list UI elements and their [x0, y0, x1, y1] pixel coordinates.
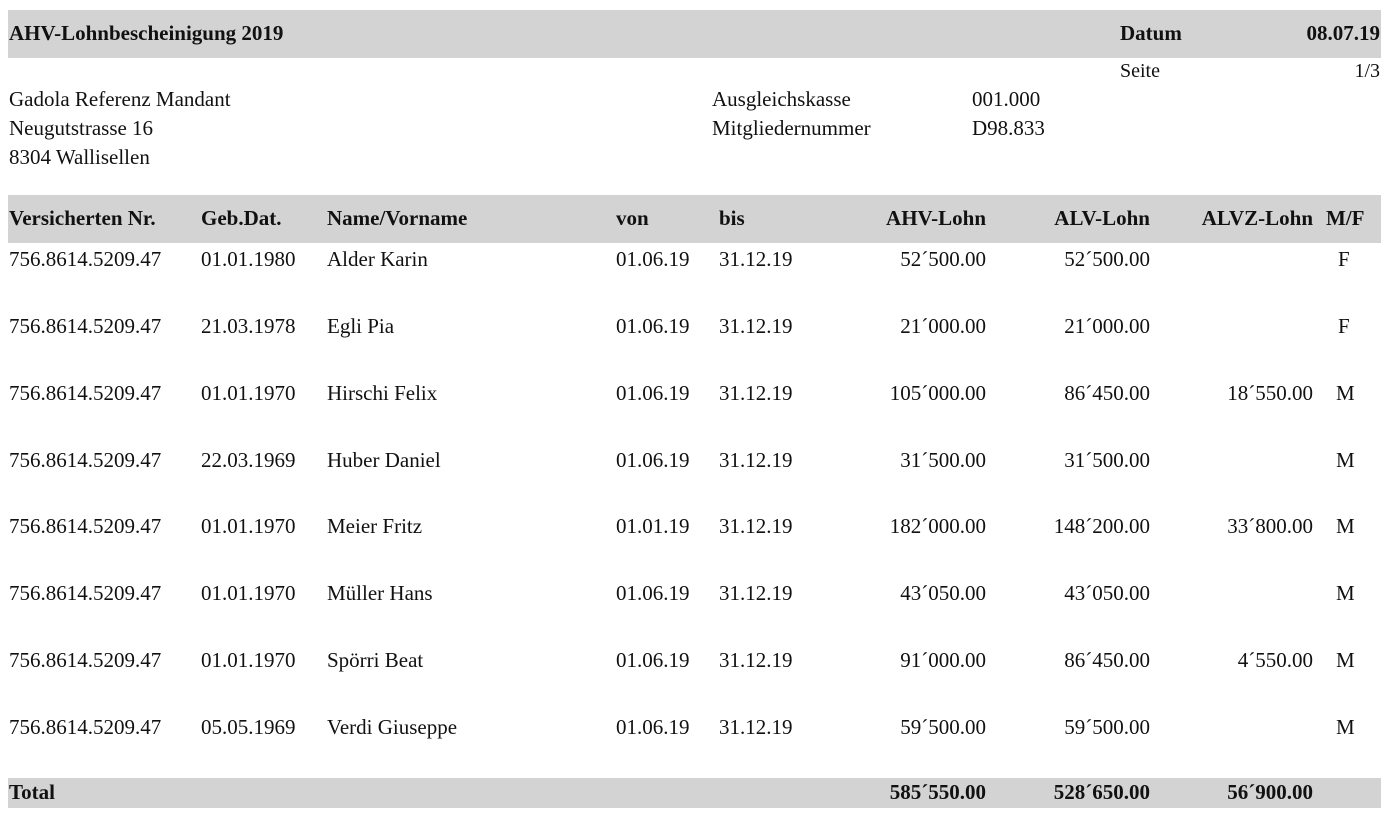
cell-versicherten-nr: 756.8614.5209.47	[9, 581, 162, 605]
report-title: AHV-Lohnbescheinigung 2019	[9, 21, 284, 45]
cell-name: Egli Pia	[327, 314, 395, 338]
cell-geb-dat: 22.03.1969	[201, 448, 296, 472]
cell-geb-dat: 21.03.1978	[201, 314, 296, 338]
cell-versicherten-nr: 756.8614.5209.47	[9, 448, 162, 472]
cell-geb-dat: 01.01.1980	[201, 247, 296, 271]
cell-alvz-lohn: 33´800.00	[1227, 514, 1313, 538]
table-row	[0, 448, 1389, 515]
cell-alv-lohn: 148´200.00	[1053, 514, 1150, 538]
cell-ahv-lohn: 21´000.00	[900, 314, 986, 338]
cell-bis: 31.12.19	[719, 514, 793, 538]
cell-alv-lohn: 86´450.00	[1064, 381, 1150, 405]
cell-mf: F	[1338, 247, 1350, 271]
header-bis: bis	[719, 206, 745, 230]
cell-versicherten-nr: 756.8614.5209.47	[9, 314, 162, 338]
cell-mf: M	[1336, 648, 1355, 672]
cell-ahv-lohn: 182´000.00	[889, 514, 986, 538]
header-versicherten-nr: Versicherten Nr.	[9, 206, 156, 230]
cell-alvz-lohn: 18´550.00	[1227, 381, 1313, 405]
mitgliedernummer-value: D98.833	[972, 116, 1045, 140]
table-row	[0, 715, 1389, 775]
table-row	[0, 381, 1389, 448]
cell-von: 01.06.19	[616, 247, 690, 271]
header-mf: M/F	[1326, 206, 1365, 230]
cell-bis: 31.12.19	[719, 314, 793, 338]
cell-alv-lohn: 31´500.00	[1064, 448, 1150, 472]
total-ahv-lohn: 585´550.00	[889, 780, 986, 804]
date-label: Datum	[1120, 21, 1182, 45]
cell-ahv-lohn: 43´050.00	[900, 581, 986, 605]
cell-bis: 31.12.19	[719, 715, 793, 739]
cell-mf: M	[1336, 448, 1355, 472]
cell-name: Huber Daniel	[327, 448, 441, 472]
date-value: 08.07.19	[1306, 21, 1380, 45]
cell-name: Alder Karin	[327, 247, 428, 271]
cell-name: Spörri Beat	[327, 648, 424, 672]
cell-von: 01.06.19	[616, 448, 690, 472]
cell-ahv-lohn: 59´500.00	[900, 715, 986, 739]
page-label: Seite	[1120, 60, 1160, 82]
cell-alv-lohn: 43´050.00	[1064, 581, 1150, 605]
cell-name: Müller Hans	[327, 581, 433, 605]
cell-mf: F	[1338, 314, 1350, 338]
company-city: 8304 Wallisellen	[9, 145, 150, 169]
cell-von: 01.06.19	[616, 381, 690, 405]
cell-geb-dat: 01.01.1970	[201, 381, 296, 405]
mitgliedernummer-label: Mitgliedernummer	[712, 116, 871, 140]
cell-geb-dat: 01.01.1970	[201, 514, 296, 538]
header-alvz-lohn: ALVZ-Lohn	[1201, 206, 1313, 230]
cell-versicherten-nr: 756.8614.5209.47	[9, 514, 162, 538]
cell-alvz-lohn: 4´550.00	[1237, 648, 1313, 672]
cell-ahv-lohn: 31´500.00	[900, 448, 986, 472]
cell-mf: M	[1336, 381, 1355, 405]
cell-name: Hirschi Felix	[327, 381, 438, 405]
cell-mf: M	[1336, 514, 1355, 538]
page-value: 1/3	[1354, 60, 1380, 82]
company-name: Gadola Referenz Mandant	[9, 87, 231, 111]
company-street: Neugutstrasse 16	[9, 116, 154, 140]
cell-von: 01.06.19	[616, 648, 690, 672]
cell-alv-lohn: 59´500.00	[1064, 715, 1150, 739]
cell-name: Meier Fritz	[327, 514, 423, 538]
cell-mf: M	[1336, 715, 1355, 739]
cell-versicherten-nr: 756.8614.5209.47	[9, 715, 162, 739]
cell-ahv-lohn: 52´500.00	[900, 247, 986, 271]
total-label: Total	[9, 780, 55, 804]
table-row	[0, 648, 1389, 715]
cell-bis: 31.12.19	[719, 381, 793, 405]
cell-versicherten-nr: 756.8614.5209.47	[9, 381, 162, 405]
cell-von: 01.06.19	[616, 715, 690, 739]
cell-name: Verdi Giuseppe	[327, 715, 458, 739]
header-geb-dat: Geb.Dat.	[201, 206, 282, 230]
cell-geb-dat: 01.01.1970	[201, 581, 296, 605]
cell-ahv-lohn: 91´000.00	[900, 648, 986, 672]
table-row	[0, 247, 1389, 314]
cell-von: 01.01.19	[616, 514, 690, 538]
cell-von: 01.06.19	[616, 314, 690, 338]
cell-von: 01.06.19	[616, 581, 690, 605]
ausgleichskasse-label: Ausgleichskasse	[712, 87, 851, 111]
cell-mf: M	[1336, 581, 1355, 605]
total-alvz-lohn: 56´900.00	[1227, 780, 1313, 804]
table-row	[0, 581, 1389, 648]
cell-alv-lohn: 52´500.00	[1064, 247, 1150, 271]
cell-versicherten-nr: 756.8614.5209.47	[9, 648, 162, 672]
table-row	[0, 514, 1389, 581]
total-alv-lohn: 528´650.00	[1053, 780, 1150, 804]
cell-bis: 31.12.19	[719, 448, 793, 472]
cell-versicherten-nr: 756.8614.5209.47	[9, 247, 162, 271]
cell-bis: 31.12.19	[719, 247, 793, 271]
cell-geb-dat: 05.05.1969	[201, 715, 296, 739]
cell-alv-lohn: 21´000.00	[1064, 314, 1150, 338]
cell-bis: 31.12.19	[719, 648, 793, 672]
ausgleichskasse-value: 001.000	[972, 87, 1041, 111]
cell-ahv-lohn: 105´000.00	[889, 381, 986, 405]
header-alv-lohn: ALV-Lohn	[1054, 206, 1150, 230]
cell-geb-dat: 01.01.1970	[201, 648, 296, 672]
table-row	[0, 314, 1389, 381]
header-ahv-lohn: AHV-Lohn	[886, 206, 986, 230]
header-von: von	[616, 206, 649, 230]
cell-bis: 31.12.19	[719, 581, 793, 605]
cell-alv-lohn: 86´450.00	[1064, 648, 1150, 672]
header-name-vorname: Name/Vorname	[327, 206, 468, 230]
